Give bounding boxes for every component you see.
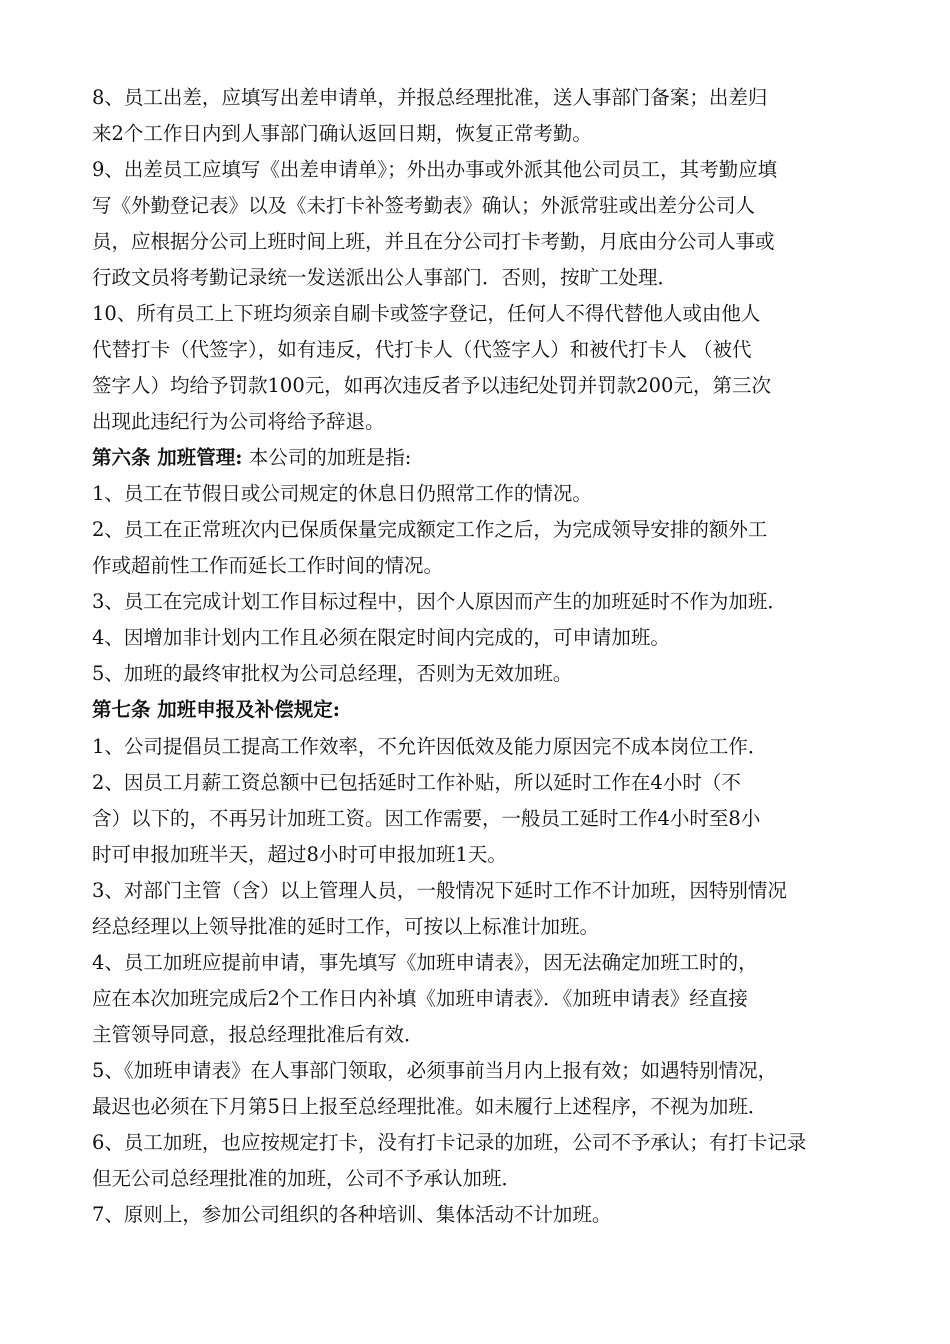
text-line: 含）以下的，不再另计加班工资。因工作需要，一般员工延时工作4小时至8小 [92,807,761,830]
text-line: 员，应根据分公司上班时间上班，并且在分公司打卡考勤，月底由分公司人事或 [92,230,775,253]
text-line: 但无公司总经理批准的加班，公司不予承认加班． [92,1167,522,1190]
text-line: 8、员工出差，应填写出差申请单，并报总经理批准，送人事部门备案；出差归 [92,86,768,109]
text-line: 出现此违纪行为公司将给予辞退。 [92,410,385,433]
text-line: 3、对部门主管（含）以上管理人员，一般情况下延时工作不计加班，因特别情况 [92,879,787,902]
text-line: 4、因增加非计划内工作且必须在限定时间内完成的，可申请加班。 [92,626,670,649]
text-line: 6、员工加班，也应按规定打卡，没有打卡记录的加班，公司不予承认；有打卡记录 [92,1131,807,1154]
section-heading-7: 第七条 加班申报及补偿规定: [92,698,340,721]
text-line: 9、出差员工应填写《出差申请单》；外出办事或外派其他公司员工，其考勤应填 [92,158,778,181]
text-line: 签字人）均给予罚款100元，如再次违反者予以违纪处罚并罚款200元，第三次 [92,374,771,397]
text-line: 代替打卡（代签字），如有违反，代打卡人（代签字人）和被代打卡人 （被代 [92,338,752,361]
text-line: 2、员工在正常班次内已保质保量完成额定工作之后，为完成领导安排的额外工 [92,518,768,541]
text-line: 时可申报加班半天，超过8小时可申报加班1天。 [92,843,507,866]
text-line: 3、员工在完成计划工作目标过程中，因个人原因而产生的加班延时不作为加班． [92,590,787,613]
text-line: 1、公司提倡员工提高工作效率，不允许因低效及能力原因完不成本岗位工作． [92,735,768,758]
text-line: 2、因员工月薪工资总额中已包括延时工作补贴，所以延时工作在4小时（不 [92,771,741,794]
text-line: 主管领导同意，报总经理批准后有效． [92,1023,424,1046]
text-line: 5、加班的最终审批权为公司总经理，否则为无效加班。 [92,662,573,685]
text-line: 10、所有员工上下班均须亲自刷卡或签字登记，任何人不得代替他人或由他人 [92,302,761,325]
section-intro: 本公司的加班是指: [242,446,412,469]
section-title: 第六条 加班管理: [92,446,243,469]
text-line: 1、员工在节假日或公司规定的休息日仍照常工作的情况。 [92,482,592,505]
section-heading-6 [92,438,868,478]
text-line: 行政文员将考勤记录统一发送派出公人事部门．否则，按旷工处理． [92,266,678,289]
text-line: 4、员工加班应提前申请，事先填写《加班申请表》，因无法确定加班工时的， [92,951,758,974]
text-line: 写《外勤登记表》以及《未打卡补签考勤表》确认；外派常驻或出差分公司人 [92,194,756,217]
text-line: 应在本次加班完成后2个工作日内补填《加班申请表》．《加班申请表》经直接 [92,987,748,1010]
text-line: 5、《加班申请表》在人事部门领取，必须事前当月内上报有效；如遇特别情况， [92,1059,778,1082]
text-line: 经总经理以上领导批准的延时工作，可按以上标准计加班。 [92,915,600,938]
text-line: 作或超前性工作而延长工作时间的情况。 [92,554,444,577]
text-line: 来2个工作日内到人事部门确认返回日期，恢复正常考勤。 [92,122,592,145]
text-line: 最迟也必须在下月第5日上报至总经理批准。如未履行上述程序，不视为加班． [92,1095,768,1118]
text-line: 7、原则上，参加公司组织的各种培训、集体活动不计加班。 [92,1203,612,1226]
